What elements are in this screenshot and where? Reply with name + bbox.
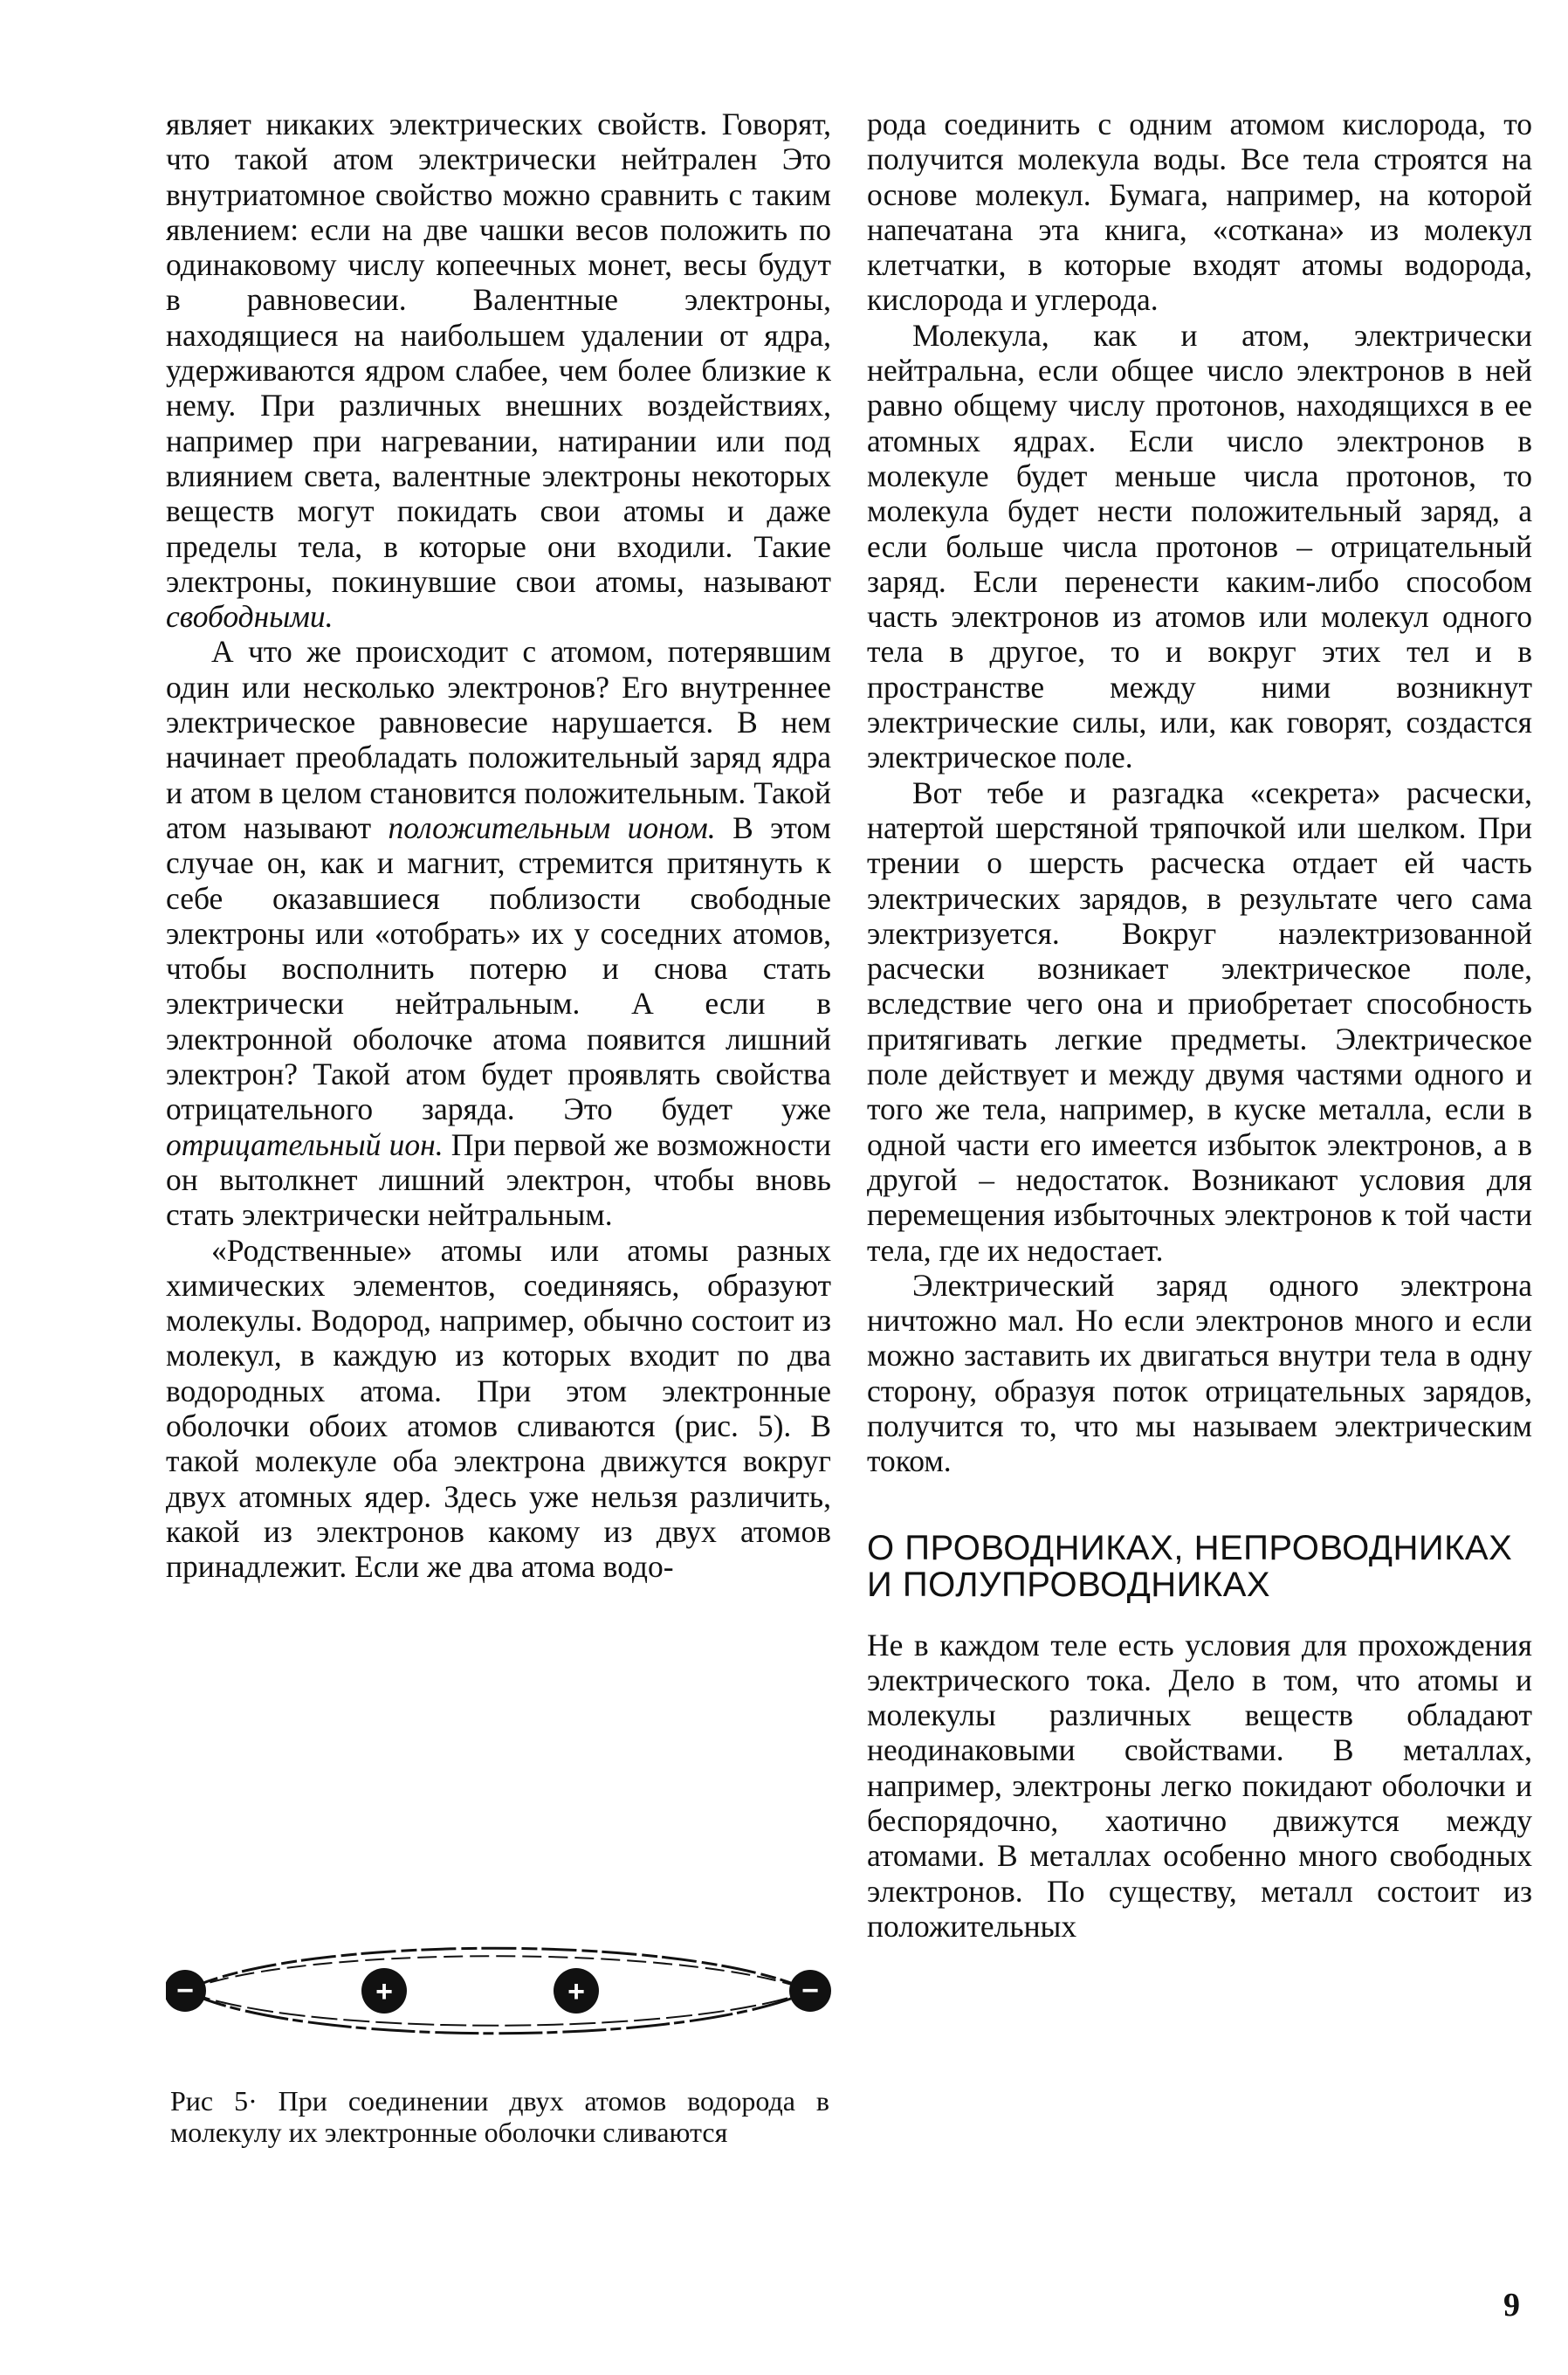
term-italic: отрицательный ион. xyxy=(166,1126,444,1162)
electron-sign: − xyxy=(176,1974,194,2007)
paragraph-text: При первой же возможности он вытолкнет лишний электрон, чтобы вновь стать электрически нейтральным. xyxy=(166,1126,831,1233)
paragraph-text: А что же происходит с атомом, потерявшим один или несколько электронов? Его внутреннее электрическое равновесие нарушается. В нем начинает преобладать положительный заряд ядра и атом в целом становится положительным. Такой атом называют xyxy=(166,634,831,845)
shell-arc-top-inner xyxy=(185,1956,810,1991)
left-column xyxy=(166,107,831,1584)
nucleus-sign: + xyxy=(567,1975,585,2008)
nucleus-right xyxy=(554,1968,599,2014)
paragraph-text: В этом случае он, как и магнит, стремится притянуть к себе оказавшиеся поблизости свободные электроны или «отобрать» их у соседних атомов, чтобы восполнить потерю и снова стать электрически нейтральным. А если в электронной оболочке атома появится лишний электрон? Такой атом будет проявлять свойства отрицательного заряда. Это будет уже xyxy=(166,809,832,1127)
right-column xyxy=(867,107,1532,1944)
figure-caption: Рис 5· При соединении двух атомов водорода в молекулу их электронные оболочки сливаются xyxy=(170,2085,829,2148)
section-heading: О ПРОВОДНИКАХ, НЕПРОВОДНИКАХ И ПОЛУПРОВОДНИКАХ xyxy=(867,1528,1513,1604)
paragraph xyxy=(166,107,831,634)
page-number: 9 xyxy=(1503,2287,1520,2323)
electron-right xyxy=(789,1970,831,2012)
paragraph: Не в каждом теле есть условия для прохождения электрического тока. Дело в том, что атомы и молекулы различных веществ обладают неодинаковыми свойствами. В металлах, например, электроны легко покидают оболочки и беспорядочно, хаотично движутся между атомами. В металлах особенно много свободных электронов. По существу, металл состоит из положительных xyxy=(867,1627,1532,1944)
shell-arc-bottom-inner xyxy=(185,1991,810,2026)
nucleus-left xyxy=(361,1968,407,2014)
paragraph-text: являет никаких электрических свойств. Говорят, что такой атом электрически нейтрален Это внутриатомное свойство можно сравнить с таким явлением: если на две чашки весов положить по одинаковому числу копеечных монет, весы будут в равновесии. Валентные электроны, находящиеся на наибольшем удалении от ядра, удерживаются ядром слабее, чем более близкие к нему. При различных внешних воздействиях, например при нагревании, натирании или под влиянием света, валентные электроны некоторых веществ могут покидать свои атомы и даже пределы тела, в которые они входили. Такие электроны, покинувшие свои атомы, называют xyxy=(166,107,831,599)
paragraph: Электрический заряд одного электрона ничтожно мал. Но если электронов много и если можно заставить их двигаться внутри тела в одну сторону, образуя поток отрицательных зарядов, получится то, что мы называем электрическим током. xyxy=(867,1267,1532,1479)
figure-hydrogen-molecule xyxy=(166,1899,831,2074)
term-italic: положительным ионом. xyxy=(388,809,716,845)
paragraph: Молекула, как и атом, электрически нейтральна, если общее число электронов в ней равно общему числу протонов, находящихся в ее атомных ядрах. Если число электронов в молекуле будет меньше числа протонов, то молекула будет нести положительный заряд, а если больше числа протонов – отрицательный заряд. Если перенести каким-либо способом часть электронов из атомов или молекул одного тела в другое, то и вокруг этих тел и в пространстве между ними возникнут электрические силы, или, как говорят, создастся электрическое поле. xyxy=(867,317,1532,775)
electron-sign: − xyxy=(801,1974,819,2007)
paragraph: Вот тебе и разгадка «секрета» расчески, натертой шерстяной тряпочкой или шелком. При трении о шерсть расческа отдает ей часть электрических зарядов, в результате чего сама электризуется. Вокруг наэлектризованной расчески возникает электрическое поле, вследствие чего она и приобретает способность притягивать легкие предметы. Электрическое поле действует и между двумя частями одного и того же тела, например, в куске металла, если в одной части его имеется избыток электронов, а в другой – недостаток. Возникают условия для перемещения избыточных электронов к той части тела, где их недостает. xyxy=(867,774,1532,1268)
paragraph: рода соединить с одним атомом кислорода, то получится молекула воды. Все тела строятся на основе молекул. Бумага, например, на которой напечатана эта книга, «соткана» из молекул клетчатки, в которые входят атомы водорода, кислорода и углерода. xyxy=(867,107,1532,318)
paragraph xyxy=(166,634,831,1232)
electron-left xyxy=(166,1970,206,2012)
molecule-diagram xyxy=(166,1899,831,2074)
nucleus-sign: + xyxy=(375,1975,393,2008)
paragraph: «Родственные» атомы или атомы разных химических элементов, соединяясь, образуют молекулы. Водород, например, обычно состоит из молекул, в каждую из которых входит по два водородных атома. При этом электронные оболочки обоих атомов сливаются (рис. 5). В такой молекуле оба электрона движутся вокруг двух атомных ядер. Здесь уже нельзя различить, какой из электронов какому из двух атомов принадлежит. Если же два атома водо- xyxy=(166,1232,831,1585)
term-italic: свободными. xyxy=(166,599,334,635)
